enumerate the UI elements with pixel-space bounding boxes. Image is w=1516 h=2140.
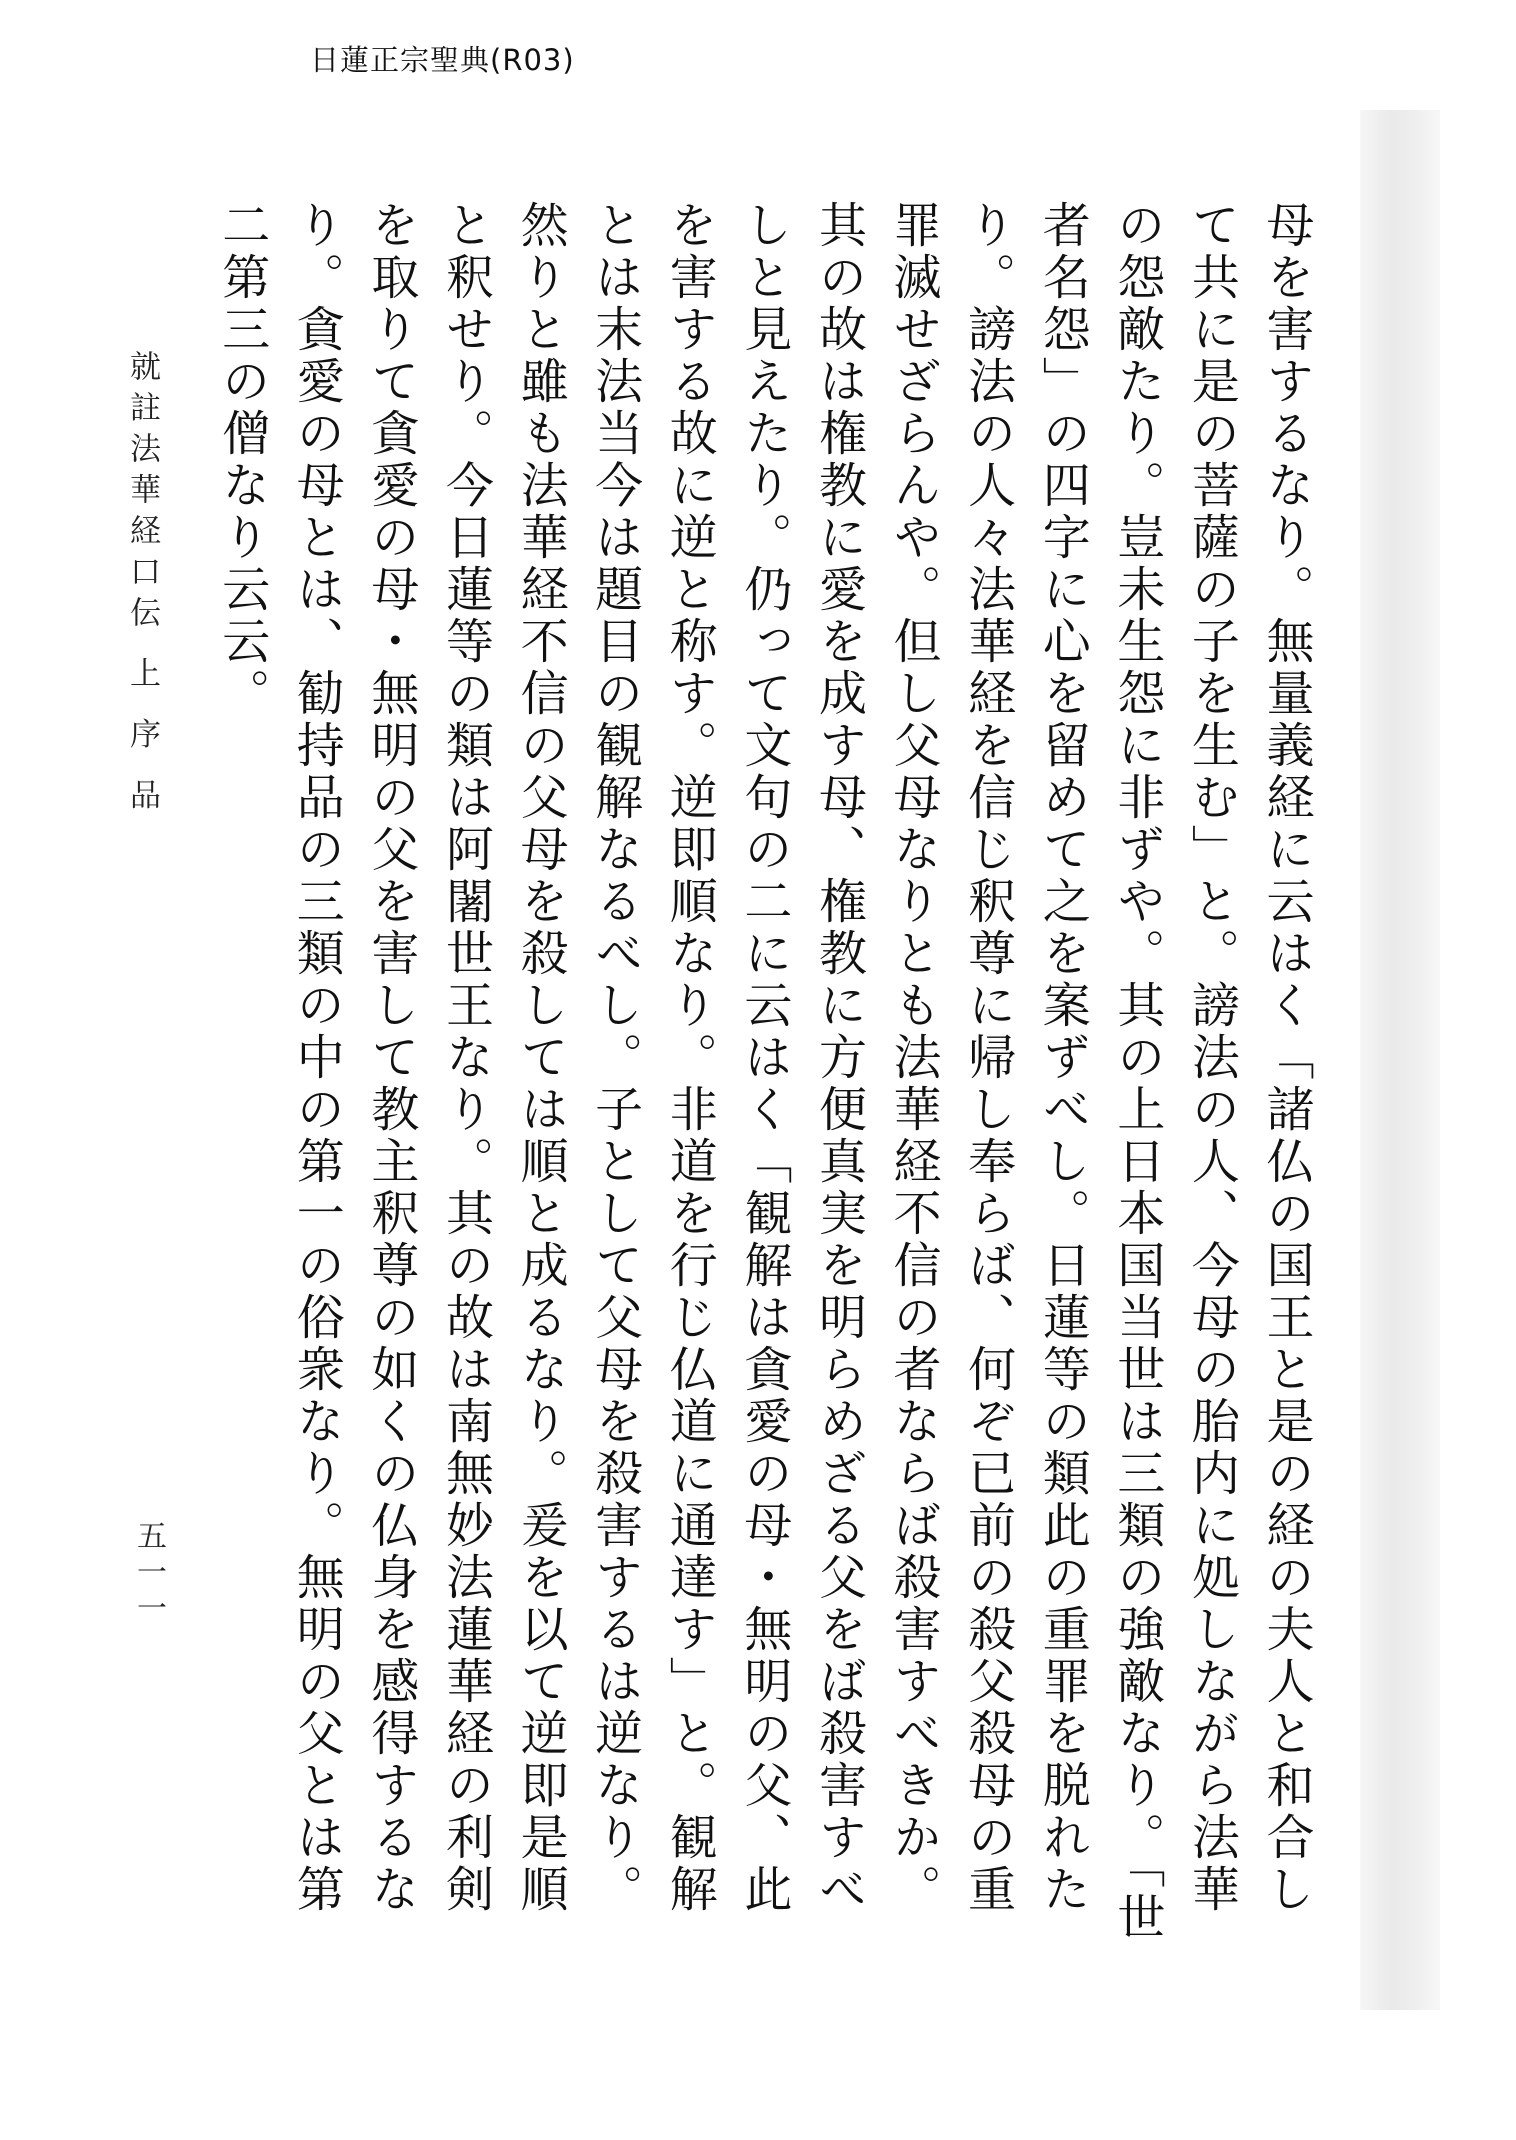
page-number: 五一一 bbox=[131, 1520, 166, 1628]
running-footer-title: 就註法華経口伝 上 序 品 bbox=[124, 350, 160, 820]
scan-margin-shadow bbox=[1360, 110, 1440, 2010]
main-text-block bbox=[208, 200, 1323, 1960]
document-title: 日蓮正宗聖典(R03) bbox=[310, 43, 575, 77]
body-paragraph: 母を害するなり。無量義経に云はく「諸仏の国王と是の経の夫人と和合して共に是の菩薩の子を生む」と。謗法の人、今母の胎内に処しながら法華の怨敵たり。豈未生怨に非ずや。其の上日本国当世は三類の強敵なり。「世者名怨」の四字に心を留めて之を案ずべし。日蓮等の類此の重罪を脱れたり。謗法の人々法華経を信じ釈尊に帰し奉らば、何ぞ已前の殺父殺母の重罪滅せざらんや。但し父母なりとも法華経不信の者ならば殺害すべきか。其の故は権教に愛を成す母、権教に方便真実を明らめざる父をば殺害すべしと見えたり。仍って文句の二に云はく「観解は貪愛の母・無明の父、此を害する故に逆と称す。逆即順なり。非道を行じ仏道に通達す」と。観解とは末法当今は題目の観解なるべし。子として父母を殺害するは逆なり。然りと雖も法華経不信の父母を殺しては順と成るなり。爰を以て逆即是順と釈せり。今日蓮等の類は阿闍世王なり。其の故は南無妙法蓮華経の利剣を取りて貪愛の母・無明の父を害して教主釈尊の如くの仏身を感得するなり。貪愛の母とは、勧持品の三類の中の第一の俗衆なり。無明の父とは第二第三の僧なり云云。 bbox=[213, 200, 1314, 1944]
